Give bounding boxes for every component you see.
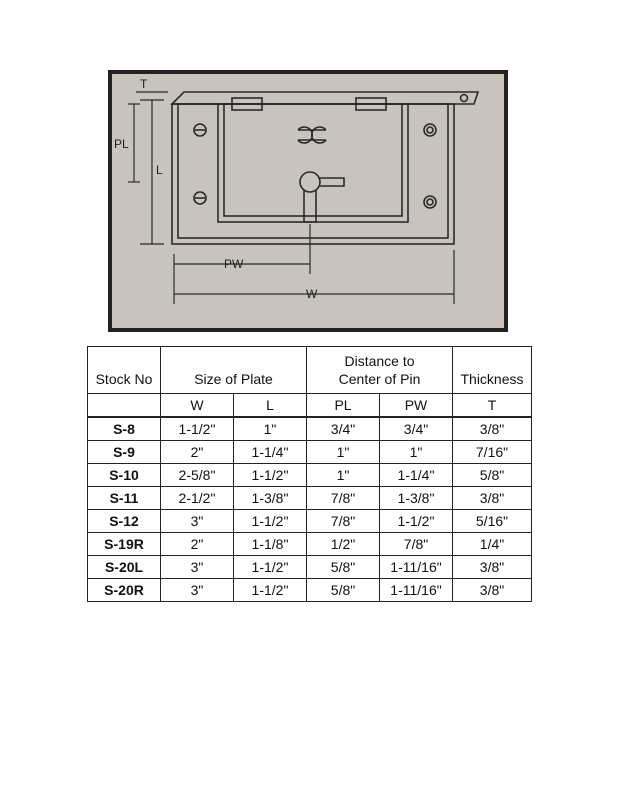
cell-l: 1-1/2" (234, 579, 307, 602)
cell-t: 3/8" (453, 417, 532, 441)
dim-label-pl: PL (114, 137, 129, 151)
table-row (88, 464, 532, 487)
cell-stock: S-10 (88, 464, 161, 487)
header-distance-to-pin (307, 347, 453, 394)
cell-stock: S-20L (88, 556, 161, 579)
cell-stock: S-12 (88, 510, 161, 533)
cell-pl: 5/8" (307, 556, 380, 579)
cell-l: 1-1/2" (234, 464, 307, 487)
table-row (88, 417, 532, 441)
table-subheader-row (88, 394, 532, 418)
cell-pl: 1" (307, 441, 380, 464)
dim-label-pw: PW (224, 257, 244, 271)
cell-t: 3/8" (453, 556, 532, 579)
lock-diagram-frame (108, 70, 508, 332)
header-distance-line2: Center of Pin (338, 371, 421, 387)
cell-w: 2" (161, 533, 234, 556)
cell-pl: 1/2" (307, 533, 380, 556)
cell-w: 2" (161, 441, 234, 464)
cell-pl: 3/4" (307, 417, 380, 441)
subheader-pw: PW (380, 394, 453, 418)
cell-l: 1-1/2" (234, 556, 307, 579)
cell-t: 5/16" (453, 510, 532, 533)
cell-w: 2-1/2" (161, 487, 234, 510)
cell-pw: 1-1/2" (380, 510, 453, 533)
subheader-blank (88, 394, 161, 418)
cell-stock: S-9 (88, 441, 161, 464)
cell-t: 5/8" (453, 464, 532, 487)
cell-l: 1-1/4" (234, 441, 307, 464)
cell-w: 2-5/8" (161, 464, 234, 487)
table-row (88, 510, 532, 533)
cell-pw: 3/4" (380, 417, 453, 441)
subheader-l: L (234, 394, 307, 418)
cell-pw: 1-3/8" (380, 487, 453, 510)
cell-w: 3" (161, 579, 234, 602)
table-row (88, 556, 532, 579)
cell-pw: 1-11/16" (380, 556, 453, 579)
cell-pl: 1" (307, 464, 380, 487)
table-row (88, 441, 532, 464)
cell-pl: 7/8" (307, 510, 380, 533)
cell-l: 1-3/8" (234, 487, 307, 510)
subheader-pl: PL (307, 394, 380, 418)
header-thickness: Thickness (453, 347, 532, 394)
table-row (88, 579, 532, 602)
cell-pl: 5/8" (307, 579, 380, 602)
cell-w: 3" (161, 510, 234, 533)
dim-label-l: L (156, 163, 163, 177)
header-distance-line1: Distance to (344, 353, 415, 369)
cell-t: 3/8" (453, 579, 532, 602)
cell-pl: 7/8" (307, 487, 380, 510)
spec-table (87, 346, 532, 602)
header-size-of-plate: Size of Plate (161, 347, 307, 394)
cell-l: 1-1/2" (234, 510, 307, 533)
cell-pw: 1-1/4" (380, 464, 453, 487)
cell-t: 3/8" (453, 487, 532, 510)
cell-l: 1-1/8" (234, 533, 307, 556)
cell-stock: S-19R (88, 533, 161, 556)
cell-w: 1-1/2" (161, 417, 234, 441)
cell-stock: S-11 (88, 487, 161, 510)
header-stock-no: Stock No (88, 347, 161, 394)
cell-pw: 1" (380, 441, 453, 464)
cell-stock: S-20R (88, 579, 161, 602)
lock-diagram (112, 74, 504, 328)
table-row (88, 487, 532, 510)
dim-label-w: W (306, 287, 318, 301)
cell-pw: 1-11/16" (380, 579, 453, 602)
dim-label-t: T (140, 77, 148, 91)
cell-stock: S-8 (88, 417, 161, 441)
subheader-t: T (453, 394, 532, 418)
subheader-w: W (161, 394, 234, 418)
cell-l: 1" (234, 417, 307, 441)
table-row (88, 533, 532, 556)
cell-pw: 7/8" (380, 533, 453, 556)
table-header-row (88, 347, 532, 394)
cell-t: 1/4" (453, 533, 532, 556)
cell-t: 7/16" (453, 441, 532, 464)
cell-w: 3" (161, 556, 234, 579)
